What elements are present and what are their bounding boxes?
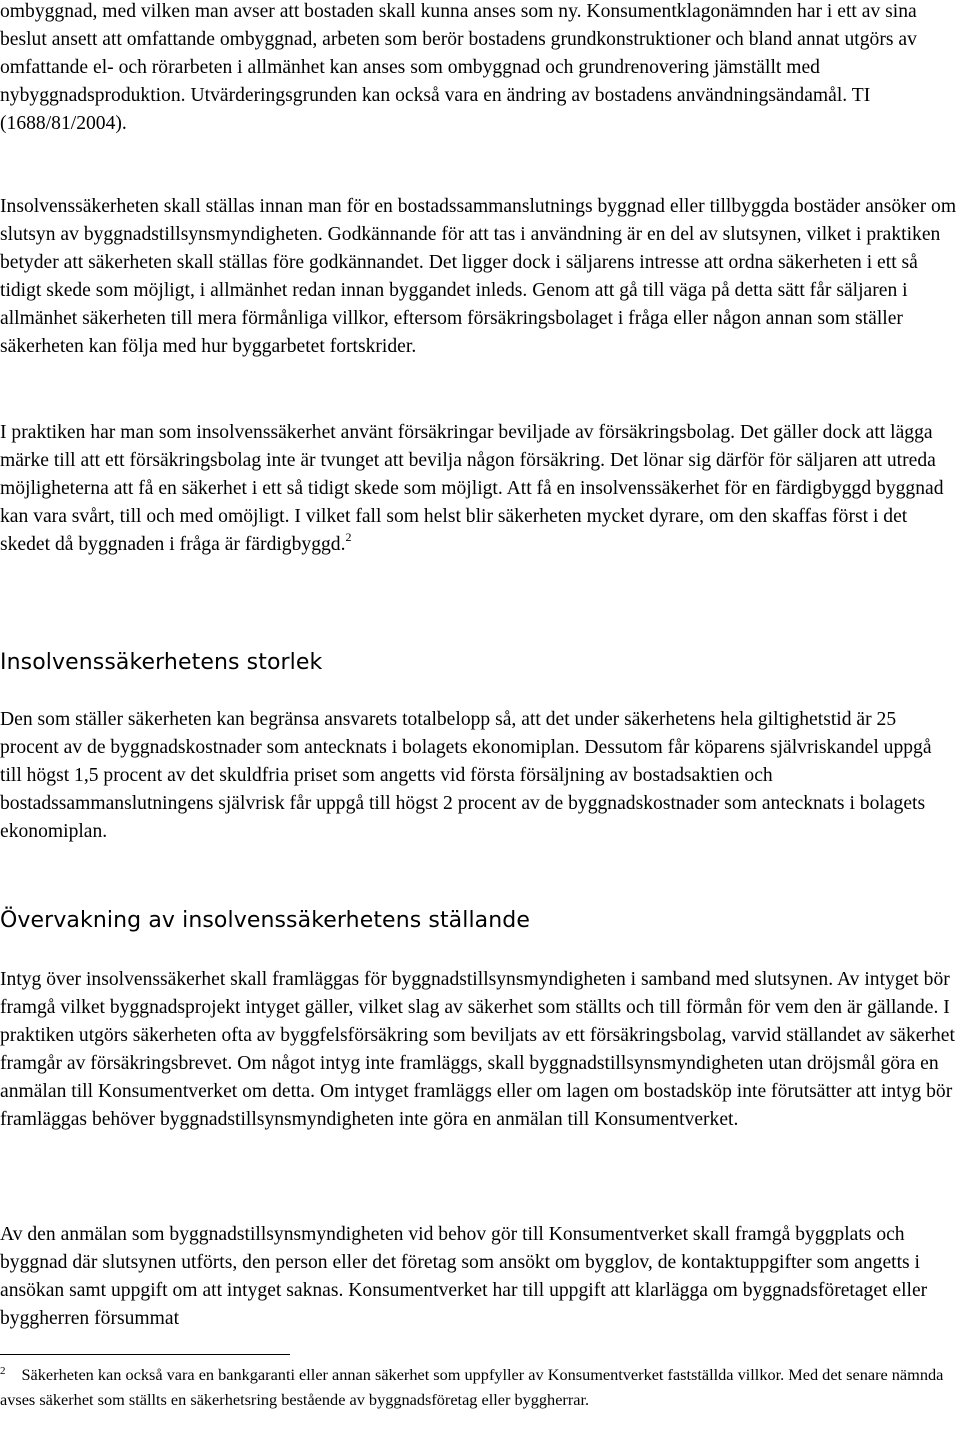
paragraph-text: Den som ställer säkerheten kan begränsa ansvarets totalbelopp så, att det under säkerhetens hela giltighetstid är 25 procent av de byggnadskostnader som antecknats i bolagets ekonomiplan. Dessutom får köparens självriskandel uppgå till högst 1,5 procent av det skuldfria priset som angetts vid första försäljning av bostadsaktien och bostadssammanslutningens självrisk får uppgå till högst 2 procent av de byggnadskostnader som antecknats i bolagets ekonomiplan. (0, 709, 932, 843)
paragraph-notification (0, 1221, 958, 1333)
paragraph-text: Av den anmälan som byggnadstillsynsmyndigheten vid behov gör till Konsumentverket skall framgå byggplats och byggnad där slutsynen utförts, den person eller det företag som ansökt om bygglov, de kontaktuppgifter som angetts i ansökan samt uppgift om att intyget saknas. Konsumentverket har till uppgift att klarlägga om byggnadsföretaget eller byggherren försummat (0, 1224, 928, 1330)
paragraph-text: ombyggnad, med vilken man avser att bostaden skall kunna anses som ny. Konsumentklagonämnden har i ett av sina beslut ansett att omfattande ombyggnad, arbeten som berör bostadens grundkonstruktioner och bland annat utgörs av omfattande el- och rörarbeten i allmänhet kan anses som ombyggnad och grundrenovering jämställt med nybyggnadsproduktion. Utvärderingsgrunden kan också vara en ändring av bostadens användningsändamål. TI (1688/81/2004). (0, 1, 917, 135)
paragraph-text: Intyg över insolvenssäkerhet skall framläggas för byggnadstillsynsmyndigheten i samband med slutsynen. Av intyget bör framgå vilket byggnadsprojekt intyget gäller, vilket slag av säkerhet som ställts och till förmån för vem den är gällande. I praktiken utgörs säkerheten ofta av byggfelsförsäkring som beviljats av ett försäkringsbolag, varvid ställandet av säkerhet framgår av försäkringsbrevet. Om något intyg inte framläggs, skall byggnadstillsynsmyndigheten utan dröjsmål göra en anmälan till Konsumentverket om detta. Om intyget framläggs eller om lagen om bostadsköp inte förutsätter att intyg bör framläggas behöver byggnadstillsynsmyndigheten inte göra en anmälan till Konsumentverket. (0, 969, 955, 1131)
footnote-mark: 2 (0, 1365, 6, 1377)
paragraph-intro (0, 0, 958, 138)
paragraph-certificate (0, 966, 958, 1135)
footnote-text: Säkerheten kan också vara en bankgaranti eller annan säkerhet som uppfyller av Konsumentverket fastställda villkor. Med det senare nämnda avses säkerhet som ställts en säkerhetsring bestående av byggnadsföretag eller byggherrar. (0, 1365, 944, 1409)
paragraph-security-size (0, 706, 958, 846)
paragraph-text: I praktiken har man som insolvenssäkerhet använt försäkringar beviljade av försäkringsbolag. Det gäller dock att lägga märke till att ett försäkringsbolag inte är tvunget att bevilja någon försäkring. Det lönar sig därför för säljaren att utreda möjligheterna att få en säkerhet i ett så tidigt skede som möjligt. Att få en insolvenssäkerhet för en färdigbyggd byggnad kan vara svårt, till och med omöjligt. I vilket fall som helst blir säkerheten mycket dyrare, om den skaffas först i det skedet då byggnaden i fråga är färdigbyggd. (0, 422, 944, 556)
paragraph-insolvency-timing (0, 193, 958, 362)
footnote (0, 1362, 958, 1412)
paragraph-insurance-practice (0, 419, 958, 559)
paragraph-text: Insolvenssäkerheten skall ställas innan man för en bostadssammanslutnings byggnad eller tillbyggda bostäder ansöker om slutsyn av byggnadstillsynsmyndigheten. Godkännande för att tas i användning är en del av slutsynen, vilket i praktiken betyder att säkerheten skall ställas före godkännandet. Det ligger dock i säljarens intresse att ordna säkerheten i ett så tidigt skede som möjligt, i allmänhet redan innan byggandet inleds. Genom att gå till väga på detta sätt får säljaren i allmänhet säkerheten till mera förmånliga villkor, eftersom försäkringsbolaget i fråga eller någon annan som ställer säkerheten kan följa med hur byggarbetet fortskrider. (0, 196, 957, 358)
footnote-divider (0, 1354, 290, 1355)
section-heading-size: Insolvenssäkerhetens storlek (0, 650, 323, 675)
section-heading-monitoring: Övervakning av insolvenssäkerhetens ställande (0, 908, 531, 933)
footnote-reference: 2 (345, 530, 352, 545)
